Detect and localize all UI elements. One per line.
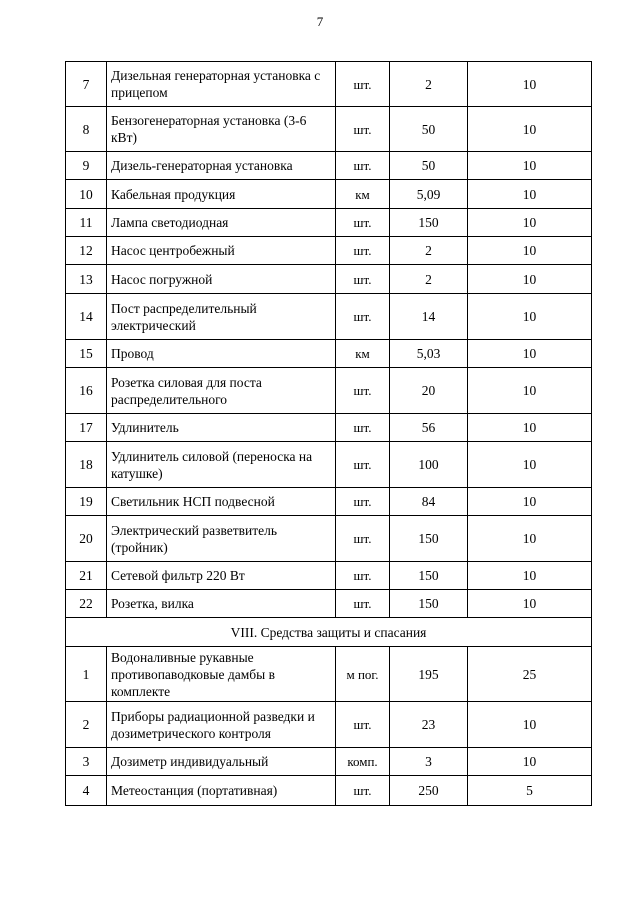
item-name-cell: Провод (107, 340, 336, 368)
quantity-cell: 100 (390, 442, 468, 488)
item-name-cell: Сетевой фильтр 220 Вт (107, 562, 336, 590)
table-row (66, 368, 592, 414)
row-number-cell: 10 (66, 180, 107, 209)
row-number-cell: 19 (66, 488, 107, 516)
item-name-cell: Приборы радиационной разведки и дозиметрического контроля (107, 702, 336, 748)
table-row (66, 414, 592, 442)
unit-cell: шт. (336, 414, 390, 442)
term-cell: 10 (468, 265, 592, 294)
unit-cell: шт. (336, 562, 390, 590)
quantity-cell: 56 (390, 414, 468, 442)
unit-cell: км (336, 180, 390, 209)
row-number-cell: 15 (66, 340, 107, 368)
row-number-cell: 21 (66, 562, 107, 590)
row-number-cell: 1 (66, 647, 107, 702)
quantity-cell: 150 (390, 590, 468, 618)
term-cell: 10 (468, 209, 592, 237)
table-row (66, 152, 592, 180)
table-row (66, 748, 592, 776)
item-name-cell: Насос погружной (107, 265, 336, 294)
unit-cell: шт. (336, 294, 390, 340)
page-number: 7 (316, 14, 324, 29)
row-number-cell: 14 (66, 294, 107, 340)
item-name-cell: Насос центробежный (107, 237, 336, 265)
row-number-cell: 4 (66, 776, 107, 806)
item-name-cell: Бензогенераторная установка (3-6 кВт) (107, 107, 336, 152)
unit-cell: шт. (336, 368, 390, 414)
table-row (66, 107, 592, 152)
item-name-cell: Удлинитель (107, 414, 336, 442)
term-cell: 10 (468, 180, 592, 209)
row-number-cell: 3 (66, 748, 107, 776)
table-row (66, 265, 592, 294)
row-number-cell: 2 (66, 702, 107, 748)
quantity-cell: 150 (390, 209, 468, 237)
quantity-cell: 50 (390, 152, 468, 180)
table-row (66, 442, 592, 488)
unit-cell: шт. (336, 488, 390, 516)
quantity-cell: 2 (390, 237, 468, 265)
table-row (66, 62, 592, 107)
section-title: VIII. Средства защиты и спасания (66, 618, 592, 647)
unit-cell: шт. (336, 265, 390, 294)
unit-cell: шт. (336, 590, 390, 618)
item-name-cell: Кабельная продукция (107, 180, 336, 209)
row-number-cell: 22 (66, 590, 107, 618)
table-row (66, 647, 592, 702)
quantity-cell: 5,03 (390, 340, 468, 368)
quantity-cell: 150 (390, 516, 468, 562)
term-cell: 10 (468, 702, 592, 748)
item-name-cell: Метеостанция (портативная) (107, 776, 336, 806)
table-row (66, 776, 592, 806)
row-number-cell: 16 (66, 368, 107, 414)
quantity-cell: 3 (390, 748, 468, 776)
term-cell: 10 (468, 62, 592, 107)
table-row (66, 702, 592, 748)
item-name-cell: Дизель-генераторная установка (107, 152, 336, 180)
row-number-cell: 12 (66, 237, 107, 265)
row-number-cell: 20 (66, 516, 107, 562)
quantity-cell: 14 (390, 294, 468, 340)
term-cell: 10 (468, 414, 592, 442)
item-name-cell: Розетка, вилка (107, 590, 336, 618)
row-number-cell: 18 (66, 442, 107, 488)
quantity-cell: 84 (390, 488, 468, 516)
item-name-cell: Лампа светодиодная (107, 209, 336, 237)
item-name-cell: Светильник НСП подвесной (107, 488, 336, 516)
item-name-cell: Дозиметр индивидуальный (107, 748, 336, 776)
quantity-cell: 250 (390, 776, 468, 806)
unit-cell: м пог. (336, 647, 390, 702)
term-cell: 10 (468, 237, 592, 265)
item-name-cell: Розетка силовая для поста распределительного (107, 368, 336, 414)
term-cell: 10 (468, 488, 592, 516)
unit-cell: шт. (336, 237, 390, 265)
item-name-cell: Пост распределительный электрический (107, 294, 336, 340)
unit-cell: шт. (336, 62, 390, 107)
table-row (66, 488, 592, 516)
table-row (66, 237, 592, 265)
unit-cell: км (336, 340, 390, 368)
term-cell: 10 (468, 294, 592, 340)
term-cell: 10 (468, 107, 592, 152)
unit-cell: шт. (336, 442, 390, 488)
term-cell: 10 (468, 590, 592, 618)
quantity-cell: 150 (390, 562, 468, 590)
quantity-cell: 195 (390, 647, 468, 702)
term-cell: 25 (468, 647, 592, 702)
table-row (66, 294, 592, 340)
table-row (66, 516, 592, 562)
table-row (66, 562, 592, 590)
quantity-cell: 2 (390, 265, 468, 294)
row-number-cell: 11 (66, 209, 107, 237)
section-header-row (66, 618, 592, 647)
term-cell: 10 (468, 748, 592, 776)
table-row (66, 340, 592, 368)
table-row (66, 209, 592, 237)
row-number-cell: 13 (66, 265, 107, 294)
term-cell: 10 (468, 368, 592, 414)
quantity-cell: 2 (390, 62, 468, 107)
unit-cell: комп. (336, 748, 390, 776)
row-number-cell: 9 (66, 152, 107, 180)
item-name-cell: Водоналивные рукавные противопаводковые дамбы в комплекте (107, 647, 336, 702)
unit-cell: шт. (336, 107, 390, 152)
term-cell: 10 (468, 516, 592, 562)
term-cell: 10 (468, 562, 592, 590)
unit-cell: шт. (336, 209, 390, 237)
quantity-cell: 5,09 (390, 180, 468, 209)
unit-cell: шт. (336, 152, 390, 180)
item-name-cell: Удлинитель силовой (переноска на катушке) (107, 442, 336, 488)
row-number-cell: 8 (66, 107, 107, 152)
unit-cell: шт. (336, 702, 390, 748)
item-name-cell: Дизельная генераторная установка с прицепом (107, 62, 336, 107)
quantity-cell: 23 (390, 702, 468, 748)
table-body (66, 62, 592, 806)
item-name-cell: Электрический разветвитель (тройник) (107, 516, 336, 562)
term-cell: 10 (468, 340, 592, 368)
term-cell: 10 (468, 442, 592, 488)
row-number-cell: 7 (66, 62, 107, 107)
quantity-cell: 20 (390, 368, 468, 414)
term-cell: 10 (468, 152, 592, 180)
unit-cell: шт. (336, 516, 390, 562)
table-row (66, 590, 592, 618)
quantity-cell: 50 (390, 107, 468, 152)
row-number-cell: 17 (66, 414, 107, 442)
term-cell: 5 (468, 776, 592, 806)
table-row (66, 180, 592, 209)
unit-cell: шт. (336, 776, 390, 806)
inventory-table (65, 61, 592, 806)
